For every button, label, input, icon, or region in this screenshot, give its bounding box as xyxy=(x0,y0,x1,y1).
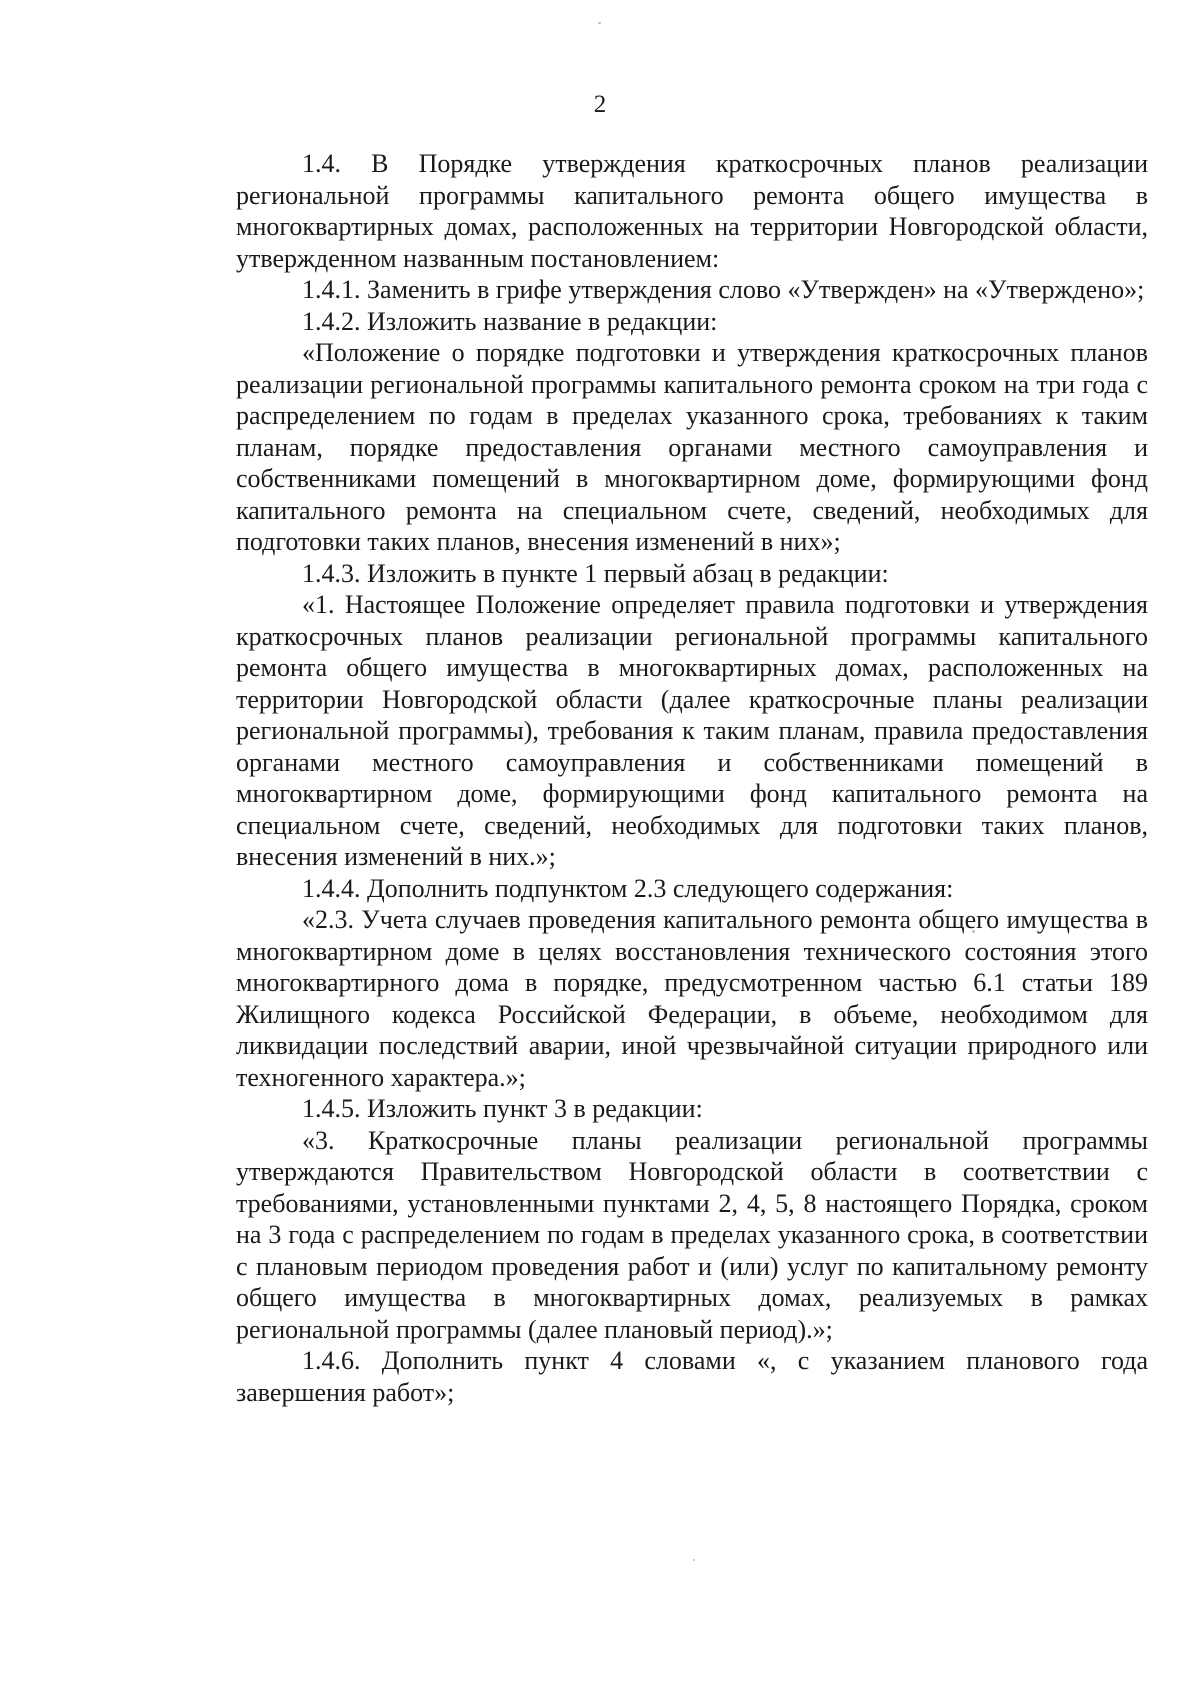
quoted-subpoint-2-3: «2.3. Учета случаев проведения капитального ремонта общего имущества в многоквартирном доме в целях восстановления технического состояния этого многоквартирного дома в порядке, предусмотренном частью 6.1 статьи 189 Жилищного кодекса Российской Федерации, в объеме, необходимом для ликвидации последствий аварии, иной чрезвычайной ситуации природного или техногенного характера.»; xyxy=(236,905,1148,1092)
paragraph-1-4-4: 1.4.4. Дополнить подпунктом 2.3 следующего содержания: xyxy=(302,873,954,903)
paragraph-1-4-6: 1.4.6. Дополнить пункт 4 словами «, с указанием планового года завершения работ»; xyxy=(236,1346,1148,1407)
quoted-point-1: «1. Настоящее Положение определяет правила подготовки и утверждения краткосрочных планов реализации региональной программы капитального ремонта общего имущества в многоквартирных домах, расположенных на территории Новгородской области (далее краткосрочные планы реализации региональной программы), требования к таким планам, правила предоставления органами местного самоуправления и собственниками помещений в многоквартирном доме, формирующими фонд капитального ремонта на специальном счете, сведений, необходимых для подготовки таких планов, внесения изменений в них.»; xyxy=(236,590,1148,871)
quoted-point-3: «3. Краткосрочные планы реализации региональной программы утверждаются Правительством Новгородской области в соответствии с требованиями, установленными пунктами 2, 4, 5, 8 настоящего Порядка, сроком на 3 года с распределением по годам в пределах указанного срока, в соответствии с плановым периодом проведения работ и (или) услуг по капитальному ремонту общего имущества в многоквартирных домах, реализуемых в рамках региональной программы (далее плановый период).»; xyxy=(236,1125,1148,1344)
paragraph-1-4: 1.4. В Порядке утверждения краткосрочных планов реализации региональной программы капитального ремонта общего имущества в многоквартирных домах, расположенных на территории Новгородской области, утвержденном названным постановлением: xyxy=(236,149,1148,273)
paragraph-1-4-1: 1.4.1. Заменить в грифе утверждения слово «Утвержден» на «Утверждено»; xyxy=(302,275,1145,304)
scan-speck xyxy=(598,22,601,24)
quoted-title: «Положение о порядке подготовки и утверждения краткосрочных планов реализации региональной программы капитального ремонта сроком на три года с распределением по годам в пределах указанного срока, требованиях к таким планам, порядке предоставления органами местного самоуправления и собственниками помещений в многоквартирном доме, формирующими фонд капитального ремонта на специальном счете, сведений, необходимых для подготовки таких планов, внесения изменений в них»; xyxy=(236,338,1148,556)
paragraph-1-4-5: 1.4.5. Изложить пункт 3 в редакции: xyxy=(302,1094,703,1123)
document-body xyxy=(236,148,1148,1408)
scan-speck xyxy=(693,1559,695,1561)
page-number: 2 xyxy=(593,91,607,118)
paragraph-1-4-3: 1.4.3. Изложить в пункте 1 первый абзац в редакции: xyxy=(302,558,889,588)
paragraph-1-4-2: 1.4.2. Изложить название в редакции: xyxy=(302,306,718,336)
